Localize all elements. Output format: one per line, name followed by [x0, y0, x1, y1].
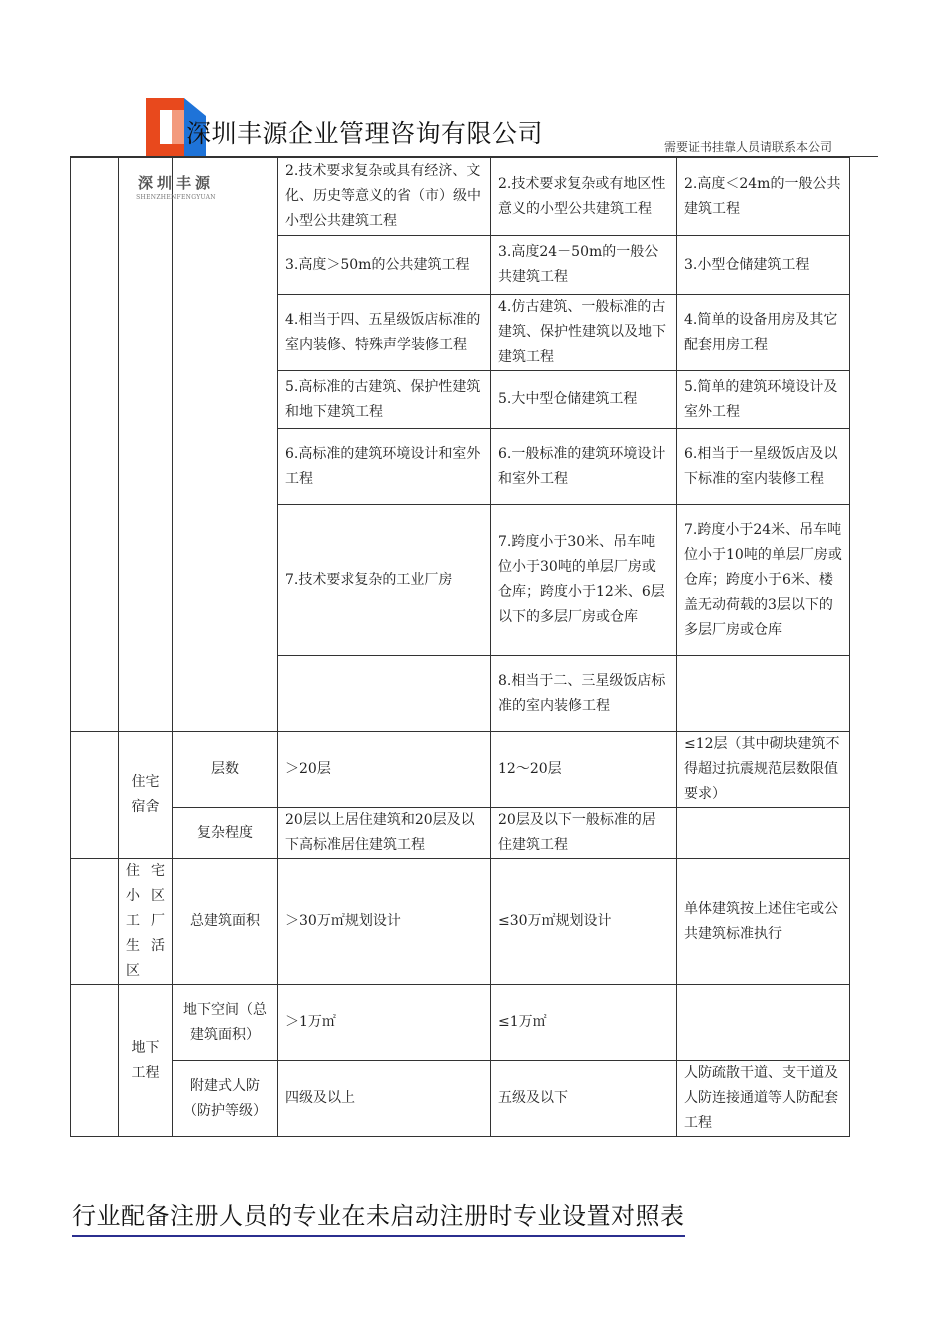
- subcategory-residential: 住宅宿舍: [119, 732, 173, 859]
- item-cell: 复杂程度: [173, 808, 278, 859]
- medium-cell: 5.大中型仓储建筑工程: [491, 371, 677, 429]
- item-cell: 总建筑面积: [173, 859, 278, 985]
- large-cell: 5.高标准的古建筑、保护性建筑和地下建筑工程: [278, 371, 491, 429]
- large-cell: ＞20层: [278, 732, 491, 808]
- large-cell: ＞1万㎡: [278, 985, 491, 1061]
- large-cell: ＞30万㎡规划设计: [278, 859, 491, 985]
- large-cell: 6.高标准的建筑环境设计和室外工程: [278, 429, 491, 505]
- large-cell: 4.相当于四、五星级饭店标准的室内装修、特殊声学装修工程: [278, 295, 491, 371]
- watermark-logo: [136, 172, 216, 201]
- table-row: [71, 985, 850, 1061]
- small-cell: [677, 808, 850, 859]
- subcategory-cell: [119, 158, 173, 732]
- small-cell: [677, 985, 850, 1061]
- item-cell: 附建式人防（防护等级）: [173, 1061, 278, 1137]
- medium-cell: 3.高度24－50m的一般公共建筑工程: [491, 236, 677, 295]
- contact-note: 需要证书挂靠人员请联系本公司: [663, 140, 832, 154]
- medium-cell: 20层及以下一般标准的居住建筑工程: [491, 808, 677, 859]
- table-row: [71, 808, 850, 859]
- category-cell: [71, 985, 119, 1137]
- small-cell: 4.简单的设备用房及其它配套用房工程: [677, 295, 850, 371]
- medium-cell: ≤1万㎡: [491, 985, 677, 1061]
- large-cell: 7.技术要求复杂的工业厂房: [278, 505, 491, 656]
- medium-cell: 6.一般标准的建筑环境设计和室外工程: [491, 429, 677, 505]
- section-heading: 行业配备注册人员的专业在未启动注册时专业设置对照表: [72, 1196, 685, 1237]
- watermark-text: 深圳丰源: [137, 174, 214, 192]
- item-cell: 地下空间（总建筑面积）: [173, 985, 278, 1061]
- medium-cell: 2.技术要求复杂或有地区性意义的小型公共建筑工程: [491, 158, 677, 236]
- medium-cell: 12～20层: [491, 732, 677, 808]
- qualification-table: [70, 157, 850, 1137]
- small-cell: 3.小型仓储建筑工程: [677, 236, 850, 295]
- item-cell: [173, 158, 278, 732]
- medium-cell: ≤30万㎡规划设计: [491, 859, 677, 985]
- medium-cell: 7.跨度小于30米、吊车吨位小于30吨的单层厂房或仓库；跨度小于12米、6层以下的多层厂房或仓库: [491, 505, 677, 656]
- small-cell: 2.高度＜24m的一般公共建筑工程: [677, 158, 850, 236]
- category-cell: [71, 732, 119, 859]
- large-cell: 20层以上居住建筑和20层及以下高标准居住建筑工程: [278, 808, 491, 859]
- category-cell: [71, 158, 119, 732]
- item-cell: 层数: [173, 732, 278, 808]
- table-row: [71, 732, 850, 808]
- watermark-subtext: SHENZHENFENGYUAN: [136, 194, 216, 201]
- small-cell: [677, 656, 850, 732]
- table-row: [71, 859, 850, 985]
- large-cell: 四级及以上: [278, 1061, 491, 1137]
- company-name: 深圳丰源企业管理咨询有限公司: [186, 119, 544, 148]
- medium-cell: 五级及以下: [491, 1061, 677, 1137]
- medium-cell: 4.仿古建筑、一般标准的古建筑、保护性建筑以及地下建筑工程: [491, 295, 677, 371]
- small-cell: 单体建筑按上述住宅或公共建筑标准执行: [677, 859, 850, 985]
- subcategory-underground: 地下工程: [119, 985, 173, 1137]
- table-row: [71, 1061, 850, 1137]
- large-cell: 3.高度＞50m的公共建筑工程: [278, 236, 491, 295]
- large-cell: [278, 656, 491, 732]
- subcategory-community: 住宅小区工厂生活区: [119, 859, 173, 985]
- small-cell: 6.相当于一星级饭店及以下标准的室内装修工程: [677, 429, 850, 505]
- category-cell: [71, 859, 119, 985]
- small-cell: ≤12层（其中砌块建筑不得超过抗震规范层数限值要求）: [677, 732, 850, 808]
- small-cell: 7.跨度小于24米、吊车吨位小于10吨的单层厂房或仓库；跨度小于6米、楼盖无动荷载的3层以下的多层厂房或仓库: [677, 505, 850, 656]
- small-cell: 人防疏散干道、支干道及人防连接通道等人防配套工程: [677, 1061, 850, 1137]
- large-cell: 2.技术要求复杂或具有经济、文化、历史等意义的省（市）级中小型公共建筑工程: [278, 158, 491, 236]
- small-cell: 5.简单的建筑环境设计及室外工程: [677, 371, 850, 429]
- medium-cell: 8.相当于二、三星级饭店标准的室内装修工程: [491, 656, 677, 732]
